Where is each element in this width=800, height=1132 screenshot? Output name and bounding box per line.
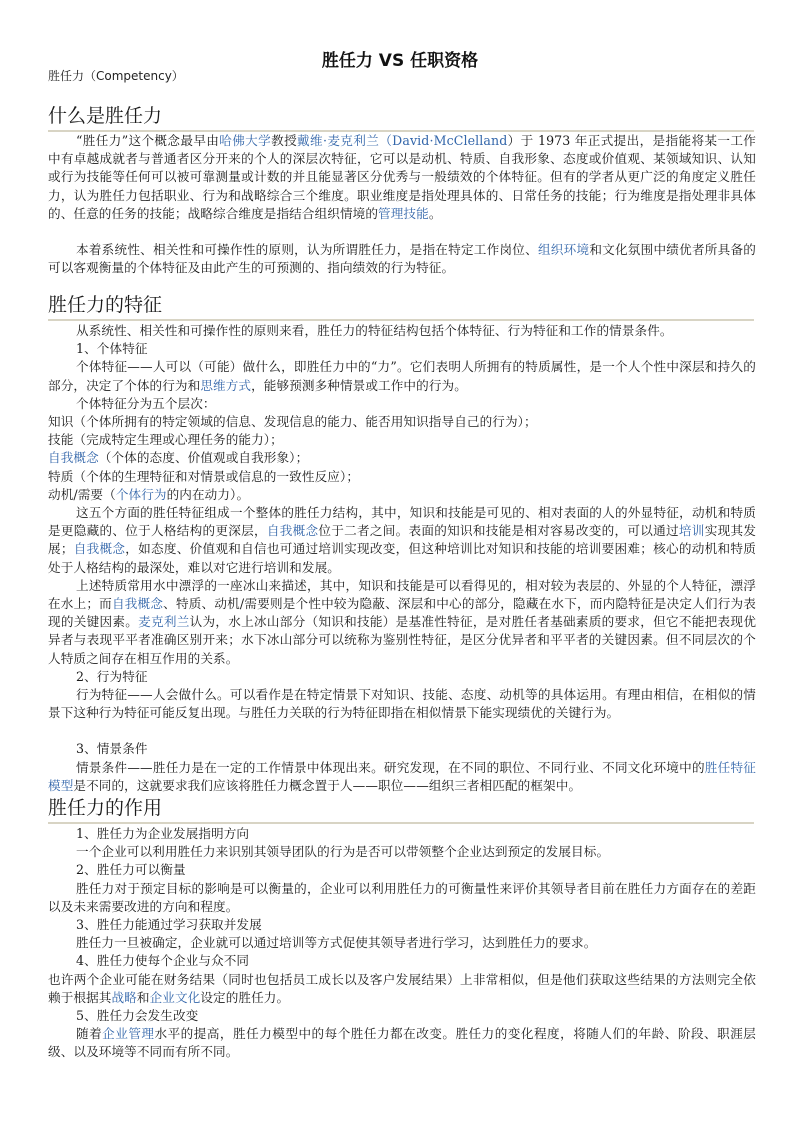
hyperlink[interactable]: 哈佛大学: [219, 133, 272, 148]
text-run: “胜任力”这个概念最早由: [76, 133, 220, 148]
text-run: 动机/需要（: [48, 486, 116, 502]
paragraph: [48, 241, 756, 277]
text-run: 一个企业可以利用胜任力来识别其领导团队的行为是否可以带领整个企业达到预定的发展目标。: [76, 844, 610, 860]
hyperlink[interactable]: 自我概念: [48, 450, 99, 466]
paragraph: [48, 468, 756, 486]
text-run: 。: [428, 205, 442, 221]
section-body-what-is-competency: [48, 132, 756, 277]
document-subtitle: 胜任力（Competency）: [48, 69, 184, 83]
hyperlink[interactable]: 企业文化: [149, 989, 201, 1005]
hyperlink[interactable]: 自我概念: [73, 541, 126, 557]
text-run: 胜任力一旦被确定，企业就可以通过培训等方式促使其领导者进行学习，达到胜任力的要求。: [76, 935, 597, 951]
paragraph: [48, 449, 756, 467]
text-run: 设定的胜任力。: [200, 989, 290, 1005]
paragraph: [48, 431, 756, 449]
paragraph: [48, 880, 756, 916]
paragraph: [48, 971, 756, 1007]
section-body-competency-features: [48, 322, 756, 795]
text-run: 和文化氛围中绩优者所具备的可以客观衡量的个体特征及由此产生的可预测的、指向绩效的行为特征。: [48, 242, 756, 276]
text-run: 实现其发展；: [48, 523, 757, 557]
text-run: 和: [136, 989, 150, 1005]
text-run: 本着系统性、相关性和可操作性的原则，认为所谓胜任力，是指在特定工作岗位、: [76, 242, 538, 258]
text-run: 3、情景条件: [76, 741, 148, 757]
text-run: 2、行为特征: [76, 668, 148, 684]
text-run: 4、胜任力使每个企业与众不同: [76, 953, 250, 969]
paragraph: [48, 340, 756, 358]
hyperlink[interactable]: 思维方式: [200, 377, 252, 393]
paragraph: [48, 668, 756, 686]
text-run: ，如态度、价值观和自信也可通过培训实现改变，但这种培训比对知识和技能的培训要困难；核心的动机和特质处于人格结构的最深处，难以对它进行培训和发展。: [48, 541, 756, 575]
hyperlink[interactable]: 个体行为: [115, 486, 167, 502]
text-run: 1、个体特征: [76, 341, 148, 357]
paragraph: [48, 395, 756, 413]
section-body-competency-functions: [48, 825, 756, 1062]
text-run: ，能够预测多种情景或工作中的行为。: [251, 377, 467, 393]
text-run: 上述特质常用水中漂浮的一座冰山来描述，其中，知识和技能是可以看得见的，相对较为表层的、外显的个人特征，漂浮在水上；而: [48, 577, 756, 612]
text-run: 2、胜任力可以衡量: [76, 862, 186, 878]
paragraph: [48, 916, 756, 934]
text-run: 随着: [76, 1026, 103, 1042]
hyperlink[interactable]: 培训: [678, 523, 705, 539]
paragraph: [48, 1025, 756, 1061]
paragraph: [48, 759, 756, 795]
paragraph: [48, 686, 756, 722]
text-run: 这五个方面的胜任特征组成一个整体的胜任力结构，其中，知识和技能是可见的、相对表面的人的外显特征，动机和特质是更隐藏的、位于人格结构的更深层，: [48, 505, 756, 539]
hyperlink[interactable]: 管理技能: [378, 205, 429, 221]
paragraph: [48, 934, 756, 952]
text-run: （个体的态度、价值观或自我形象）；: [98, 450, 309, 466]
text-run: 个体特征——人可以（可能）做什么，即胜任力中的“力”。它们表明人所拥有的特质属性，是一个人个性中深层和持久的部分，决定了个体的行为和: [48, 359, 756, 393]
paragraph-spacer: [48, 223, 756, 241]
document-title: 胜任力 VS 任职资格: [321, 51, 479, 71]
paragraph: [48, 861, 756, 879]
hyperlink[interactable]: 自我概念: [111, 596, 164, 612]
text-run: 3、胜任力能通过学习获取并发展: [76, 917, 262, 933]
hyperlink[interactable]: 战略: [111, 989, 137, 1005]
paragraph: [48, 413, 756, 431]
paragraph: [48, 825, 756, 843]
text-run: 5、胜任力会发生改变: [76, 1008, 199, 1024]
text-run: 也许两个企业可能在财务结果（同时也包括员工成长以及客户发展结果）上非常相似，但是他们获取这些结果的方法则完全依赖于根据其: [48, 971, 756, 1005]
hyperlink[interactable]: 麦克利兰: [138, 614, 190, 630]
paragraph: [48, 132, 756, 223]
hyperlink[interactable]: 组织环境: [537, 242, 590, 258]
hyperlink[interactable]: 胜任特征模型: [48, 759, 756, 793]
paragraph: [48, 358, 756, 394]
text-run: 从系统性、相关性和可操作性的原则来看，胜任力的特征结构包括个体特征、行为特征和工作的情景条件。: [76, 323, 673, 338]
text-run: 、特质、动机/需要则是个性中较为隐蔽、深层和中心的部分，隐藏在水下，而内隐特征是决定人们行为表现的关键因素。: [48, 596, 756, 630]
text-run: 行为特征——人会做什么。可以看作是在特定情景下对知识、技能、态度、动机等的具体运用。有理由相信，在相似的情景下这种行为特征可能反复出现。与胜任力关联的行为特征即指在相似情景下能实现绩优的关键行为。: [48, 687, 756, 721]
text-run: 教授: [271, 133, 298, 148]
text-run: 胜任力对于预定目标的影响是可以衡量的，企业可以利用胜任力的可衡量性来评价其领导者目前在胜任力方面存在的差距以及未来需要改进的方向和程度。: [48, 880, 756, 914]
section-heading-what-is-competency: 什么是胜任力: [48, 104, 754, 132]
text-run: 情景条件——胜任力是在一定的工作情景中体现出来。研究发现，在不同的职位、不同行业、不同文化环境中的: [76, 759, 705, 775]
text-run: 特质（个体的生理特征和对情景或信息的一致性反应）；: [48, 468, 360, 484]
text-run: 水平的提高，胜任力模型中的每个胜任力都在改变。胜任力的变化程度，将随人们的年龄、阶段、职涯层级、以及环境等不同而有所不同。: [48, 1026, 756, 1060]
text-run: ）于 1973 年正式提出，是指能将某一工作中有卓越成就者与普通者区分开来的个人的深层次特征，它可以是动机、特质、自我形象、态度或价值观、某领域知识、认知或行为技能等任何可以被可靠测量或计数的并且能显著区分优秀与一般绩效的个体特征。但有的学者从更广泛的角度定义胜任力，认为胜任力包括职业、行为和战略综合三个维度。职业维度是指处理具体的、日常任务的技能；行为维度是指处理非具体的、任意的任务的技能；战略综合维度是指结合组织情境的: [48, 133, 756, 221]
paragraph: [48, 740, 756, 758]
paragraph: [48, 322, 756, 340]
text-run: 个体特征分为五个层次：: [76, 395, 216, 411]
hyperlink[interactable]: 戴维·麦克利兰（David·McClelland: [297, 133, 508, 148]
text-run: 知识（个体所拥有的特定领域的信息、发现信息的能力、能否用知识指导自己的行为）；: [48, 414, 537, 430]
paragraph: [48, 1007, 756, 1025]
paragraph: [48, 486, 756, 504]
hyperlink[interactable]: 企业管理: [102, 1026, 155, 1042]
section-heading-competency-functions: 胜任力的作用: [48, 796, 754, 824]
text-run: 位于二者之间。表面的知识和技能是相对容易改变的，可以通过: [318, 523, 679, 539]
paragraph: [48, 504, 756, 577]
text-run: 的内在动力）。: [166, 486, 250, 502]
text-run: 1、胜任力为企业发展指明方向: [76, 826, 250, 841]
text-run: 认为，水上冰山部分（知识和技能）是基准性特征，是对胜任者基础素质的要求，但它不能把表现优异者与表现平平者准确区别开来；水下冰山部分可以统称为鉴别性特征，是区分优异者和平平者的关键因素。但不同层次的个人特质之间存在相互作用的关系。: [48, 614, 757, 666]
paragraph: [48, 577, 756, 668]
paragraph-spacer: [48, 722, 756, 740]
paragraph: [48, 952, 756, 970]
text-run: 技能（完成特定生理或心理任务的能力）；: [48, 432, 283, 448]
text-run: 是不同的，这就要求我们应该将胜任力概念置于人——职位——组织三者相匹配的框架中。: [73, 777, 582, 793]
section-heading-competency-features: 胜任力的特征: [48, 293, 754, 321]
hyperlink[interactable]: 自我概念: [266, 523, 319, 539]
paragraph: [48, 843, 756, 861]
